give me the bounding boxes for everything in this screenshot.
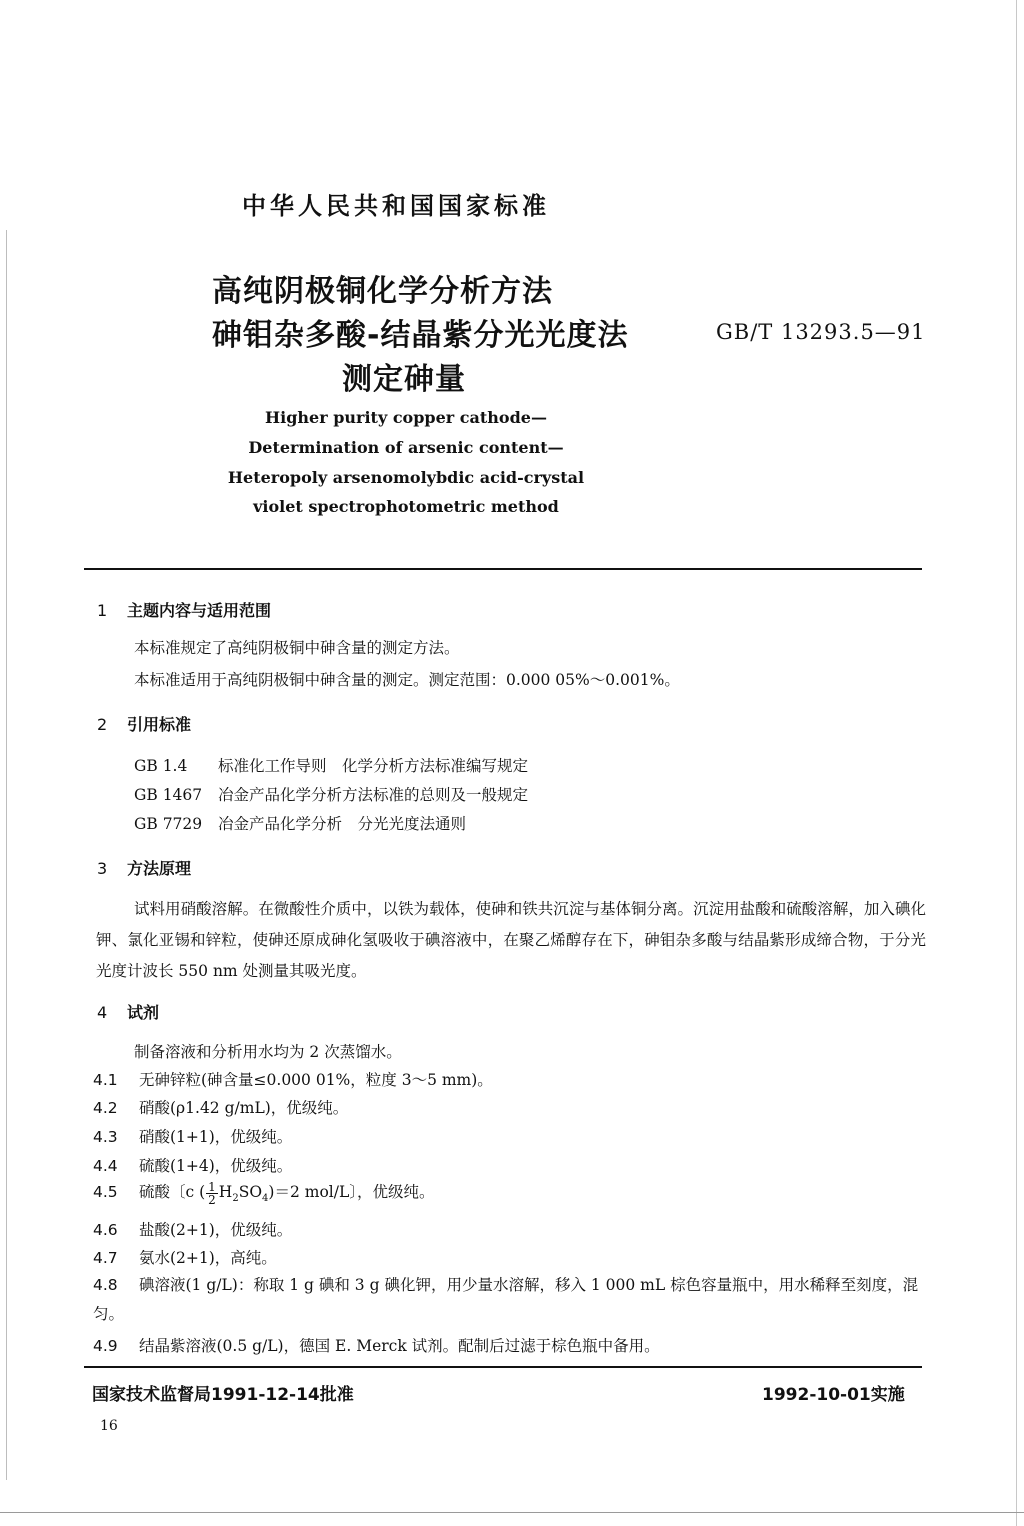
title-line-1: 高纯阴极铜化学分析方法 xyxy=(212,274,553,309)
reagent-item xyxy=(93,1271,927,1329)
reagent-item xyxy=(93,1334,660,1356)
formula-sub-2: 2 xyxy=(232,1193,239,1205)
standard-number: GB/T 13293.5—91 xyxy=(716,320,926,344)
section-2-heading xyxy=(97,712,191,735)
section-4-title: 试剂 xyxy=(127,1003,160,1022)
reference-row xyxy=(134,812,466,834)
scan-right-edge xyxy=(1016,0,1017,1526)
reagent-number: 4.3 xyxy=(93,1128,118,1146)
reagent-number: 4.9 xyxy=(93,1337,118,1355)
reagent-text: 硝酸(1+1)，优级纯。 xyxy=(139,1128,293,1146)
reagent-number: 4.6 xyxy=(93,1221,118,1239)
reagent-text: 硫酸(1+4)，优级纯。 xyxy=(139,1157,293,1175)
reagent-text: 盐酸(2+1)，优级纯。 xyxy=(139,1221,293,1239)
section-3-title: 方法原理 xyxy=(127,859,192,878)
reagent-formula-pre: 硫酸〔c ( xyxy=(139,1183,206,1201)
reagent-number: 4.1 xyxy=(93,1071,118,1089)
reagent-item xyxy=(93,1246,277,1268)
section-3-text: 试料用硝酸溶解。在微酸性介质中，以铁为载体，使砷和铁共沉淀与基体铜分离。沉淀用盐酸和硫酸溶解，加入碘化钾、氯化亚锡和锌粒，使砷还原成砷化氢吸收于碘溶液中，在聚乙烯醇存在下，砷钼杂多酸与结晶紫形成缔合物，于分光光度计波长 550 nm 处测量其吸光度。 xyxy=(96,900,926,980)
reagent-number: 4.8 xyxy=(93,1276,118,1294)
english-title-line-4: violet spectrophotometric method xyxy=(253,497,559,516)
footer-rule xyxy=(84,1366,922,1368)
section-1-para-1: 本标准规定了高纯阴极铜中砷含量的测定方法。 xyxy=(134,639,460,657)
reagent-item xyxy=(93,1218,292,1240)
approval-line: 国家技术监督局1991-12-14批准 xyxy=(92,1385,354,1405)
section-2-title: 引用标准 xyxy=(127,715,192,734)
reagent-number: 4.7 xyxy=(93,1249,118,1267)
reference-row xyxy=(134,754,528,776)
reference-code: GB 1.4 xyxy=(134,757,188,775)
fraction-numerator: 1 xyxy=(208,1179,216,1194)
formula-h: H xyxy=(218,1183,233,1201)
english-title-line-1: Higher purity copper cathode— xyxy=(265,408,547,427)
title-line-2: 砷钼杂多酸-结晶紫分光光度法 xyxy=(212,318,629,353)
reagent-number: 4.2 xyxy=(93,1099,118,1117)
section-2-number: 2 xyxy=(97,715,108,734)
fraction xyxy=(206,1181,218,1206)
header-rule xyxy=(84,568,922,570)
section-4-number: 4 xyxy=(97,1003,108,1022)
reagent-text: 氨水(2+1)，高纯。 xyxy=(139,1249,277,1267)
reference-code: GB 1467 xyxy=(134,786,203,804)
reagent-item xyxy=(93,1180,435,1206)
reference-name: 冶金产品化学分析方法标准的总则及一般规定 xyxy=(218,786,529,804)
scan-bottom-edge xyxy=(0,1512,1024,1513)
reagent-text: 无砷锌粒(砷含量≤0.000 01%，粒度 3～5 mm)。 xyxy=(139,1071,493,1089)
section-1-heading xyxy=(97,598,271,621)
section-3-number: 3 xyxy=(97,859,108,878)
english-title-line-3: Heteropoly arsenomolybdic acid-crystal xyxy=(227,468,585,487)
reference-name: 标准化工作导则 化学分析方法标准编写规定 xyxy=(218,757,529,775)
section-3-heading xyxy=(97,856,191,879)
formula-sub-4: 4 xyxy=(262,1193,269,1205)
reagent-item xyxy=(93,1096,348,1118)
national-standard-heading: 中华人民共和国国家标准 xyxy=(242,192,550,220)
section-4-intro: 制备溶液和分析用水均为 2 次蒸馏水。 xyxy=(134,1043,402,1061)
english-title-line-2: Determination of arsenic content— xyxy=(248,438,564,457)
reagent-item xyxy=(93,1154,292,1176)
reagent-item xyxy=(93,1125,292,1147)
reagent-number: 4.4 xyxy=(93,1157,118,1175)
reagent-text: 硝酸(ρ1.42 g/mL)，优级纯。 xyxy=(139,1099,349,1117)
reagent-formula-post: )＝2 mol/L〕，优级纯。 xyxy=(268,1183,435,1201)
reagent-text: 碘溶液(1 g/L)：称取 1 g 碘和 3 g 碘化钾，用少量水溶解，移入 1 000 mL 棕色容量瓶中，用水稀释至刻度，混匀。 xyxy=(93,1276,919,1323)
reference-name: 冶金产品化学分析 分光光度法通则 xyxy=(218,815,467,833)
section-1-number: 1 xyxy=(97,601,108,620)
reagent-text: 结晶紫溶液(0.5 g/L)，德国 E. Merck 试剂。配制后过滤于棕色瓶中备用。 xyxy=(139,1337,660,1355)
section-4-heading xyxy=(97,1000,159,1023)
reagent-item xyxy=(93,1068,493,1090)
reference-row xyxy=(134,783,528,805)
formula-so: SO xyxy=(238,1183,263,1201)
reagent-number: 4.5 xyxy=(93,1183,118,1201)
page-number: 16 xyxy=(100,1418,118,1434)
implementation-line: 1992-10-01实施 xyxy=(762,1385,905,1405)
fraction-denominator: 2 xyxy=(208,1192,216,1207)
title-line-3: 测定砷量 xyxy=(342,362,466,397)
section-1-para-2: 本标准适用于高纯阴极铜中砷含量的测定。测定范围：0.000 05%～0.001%。 xyxy=(134,671,680,689)
section-1-title: 主题内容与适用范围 xyxy=(127,601,272,620)
reference-code: GB 7729 xyxy=(134,815,203,833)
